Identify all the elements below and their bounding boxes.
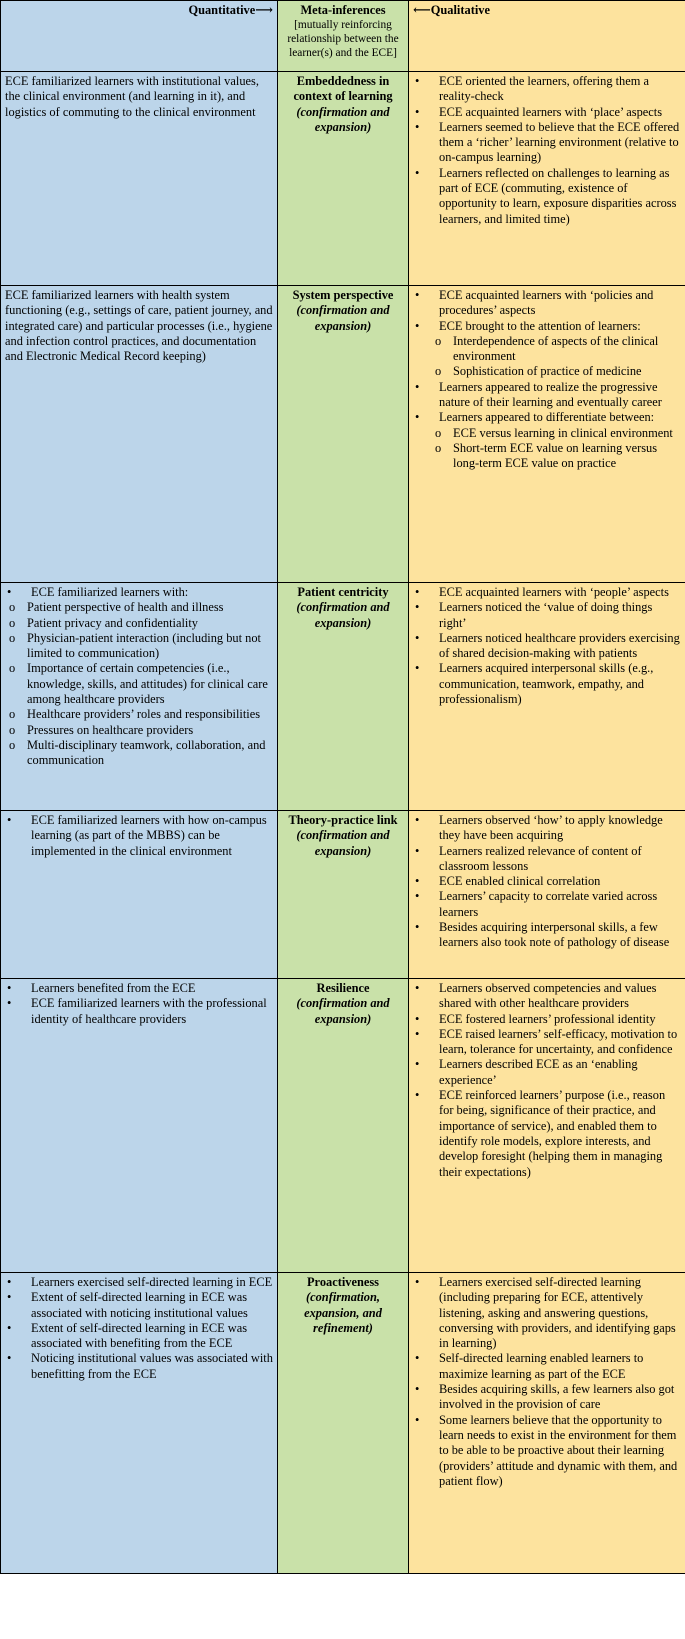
quantitative-text: ECE familiarized learners with health system functioning (e.g., settings of care, patient journey, and integrated care) and particular processes (i.e., hygiene and infection control practices, and documentation and Electronic Medical Record keeping) bbox=[5, 288, 273, 364]
meta-inference-cell bbox=[278, 583, 409, 811]
header-meta-title: Meta-inferences bbox=[300, 3, 386, 17]
qualitative-cell bbox=[409, 72, 685, 286]
list-item: • Learners noticed the ‘value of doing things right’ bbox=[413, 600, 681, 631]
header-meta-inferences bbox=[278, 1, 409, 72]
sub-list-item: o Interdependence of aspects of the clinical environment bbox=[431, 334, 681, 365]
list-item: • ECE familiarized learners with how on-campus learning (as part of the MBBS) can be implemented in the clinical environment bbox=[5, 813, 273, 859]
list-item bbox=[413, 410, 681, 471]
list-item: • Learners appeared to realize the progressive nature of their learning and eventually career bbox=[413, 380, 681, 411]
sub-list-item: o ECE versus learning in clinical environment bbox=[431, 426, 681, 441]
list-item: • Learners described ECE as an ‘enabling experience’ bbox=[413, 1057, 681, 1088]
list-item: • Some learners believe that the opportunity to learn needs to exist in the environment for them to be able to be proactive about their learning (providers’ attitude and dynamic with them, and patient flow) bbox=[413, 1413, 681, 1489]
qualitative-cell bbox=[409, 811, 685, 979]
table-row bbox=[1, 72, 685, 286]
meta-inference-cell bbox=[278, 1273, 409, 1574]
meta-inference-title: Embeddedness in context of learning bbox=[293, 74, 393, 104]
list-item: • ECE reinforced learners’ purpose (i.e., reason for being, significance of their practice, and importance of service), and enabled them to identify role models, explore interests, and develop foresight (helping them in managing their expectations) bbox=[413, 1088, 681, 1180]
sub-list-item: o Healthcare providers’ roles and responsibilities bbox=[5, 707, 273, 722]
meta-inference-title: System perspective bbox=[292, 288, 394, 302]
header-meta-subtitle: [mutually reinforcing relationship between the learner(s) and the ECE] bbox=[287, 19, 399, 60]
meta-inference-type: (confirmation and expansion) bbox=[296, 303, 390, 333]
list-item: • Extent of self-directed learning in ECE was associated with benefiting from the ECE bbox=[5, 1321, 273, 1352]
meta-inference-type: (confirmation and expansion) bbox=[296, 104, 390, 134]
table-row bbox=[1, 583, 685, 811]
sub-list-item: o Patient perspective of health and illness bbox=[5, 600, 273, 615]
list-item bbox=[5, 585, 273, 600]
table-row bbox=[1, 811, 685, 979]
meta-inference-title: Patient centricity bbox=[297, 585, 389, 599]
sub-list-item: o Physician-patient interaction (including but not limited to communication) bbox=[5, 631, 273, 662]
list-item: • ECE acquainted learners with ‘place’ aspects bbox=[413, 105, 681, 120]
list-item: • Learners observed ‘how’ to apply knowledge they have been acquiring bbox=[413, 813, 681, 844]
list-item: • ECE acquainted learners with ‘people’ aspects bbox=[413, 585, 681, 600]
list-item: • Learners benefited from the ECE bbox=[5, 981, 273, 996]
list-item: • Learners’ capacity to correlate varied across learners bbox=[413, 889, 681, 920]
meta-inference-cell bbox=[278, 72, 409, 286]
meta-inference-type: (confirmation and expansion) bbox=[296, 600, 390, 630]
list-item: • Learners observed competencies and values shared with other healthcare providers bbox=[413, 981, 681, 1012]
list-item: • Learners seemed to believe that the ECE offered them a ‘richer’ learning environment (relative to on-campus learning) bbox=[413, 120, 681, 166]
quantitative-cell bbox=[1, 583, 278, 811]
list-item-text: ECE familiarized learners with: bbox=[31, 585, 189, 599]
table-row bbox=[1, 979, 685, 1273]
table-row bbox=[1, 286, 685, 583]
meta-inference-title: Resilience bbox=[316, 981, 370, 995]
list-item: • Besides acquiring skills, a few learners also got involved in the provision of care bbox=[413, 1382, 681, 1413]
meta-inference-type: (confirmation, expansion, and refinement) bbox=[304, 1290, 382, 1335]
list-item: • Learners exercised self-directed learning (including preparing for ECE, attentively listening, asking and answering questions, conversing with providers, and identifying gaps in learning) bbox=[413, 1275, 681, 1351]
list-item: • Extent of self-directed learning in ECE was associated with noticing institutional values bbox=[5, 1290, 273, 1321]
list-item: • Self-directed learning enabled learners to maximize learning as part of the ECE bbox=[413, 1351, 681, 1382]
list-item: • ECE acquainted learners with ‘policies and procedures’ aspects bbox=[413, 288, 681, 319]
sub-list-item: o Importance of certain competencies (i.e., knowledge, skills, and attitudes) for clinical care among healthcare providers bbox=[5, 661, 273, 707]
list-item: • ECE enabled clinical correlation bbox=[413, 874, 681, 889]
table-row bbox=[1, 1273, 685, 1574]
meta-inference-type: (confirmation and expansion) bbox=[296, 828, 390, 858]
list-item: • Noticing institutional values was associated with benefitting from the ECE bbox=[5, 1351, 273, 1382]
header-quantitative: Quantitative⟶ bbox=[1, 1, 278, 72]
meta-inference-type: (confirmation and expansion) bbox=[296, 996, 390, 1026]
list-item: • ECE oriented the learners, offering them a reality-check bbox=[413, 74, 681, 105]
sub-list-item: o Sophistication of practice of medicine bbox=[431, 364, 681, 379]
meta-inference-title: Theory-practice link bbox=[288, 813, 398, 827]
list-item: • ECE familiarized learners with the professional identity of healthcare providers bbox=[5, 996, 273, 1027]
list-item: • Learners exercised self-directed learning in ECE bbox=[5, 1275, 273, 1290]
quantitative-cell bbox=[1, 811, 278, 979]
sub-list-item: o Short-term ECE value on learning versus long-term ECE value on practice bbox=[431, 441, 681, 472]
qualitative-cell bbox=[409, 583, 685, 811]
list-item: • ECE raised learners’ self-efficacy, motivation to learn, tolerance for uncertainty, and confidence bbox=[413, 1027, 681, 1058]
list-item: • Learners acquired interpersonal skills (e.g., communication, teamwork, empathy, and professionalism) bbox=[413, 661, 681, 707]
qualitative-cell bbox=[409, 1273, 685, 1574]
header-qualitative: ⟵Qualitative bbox=[409, 1, 685, 72]
list-item-text: ECE brought to the attention of learners: bbox=[439, 318, 641, 333]
sub-list-item: o Multi-disciplinary teamwork, collaboration, and communication bbox=[5, 738, 273, 769]
meta-inference-cell bbox=[278, 811, 409, 979]
meta-inference-title: Proactiveness bbox=[306, 1275, 380, 1289]
quantitative-cell bbox=[1, 1273, 278, 1574]
quantitative-cell bbox=[1, 72, 278, 286]
qualitative-cell bbox=[409, 286, 685, 583]
header-row bbox=[1, 1, 685, 72]
sub-list-item: o Pressures on healthcare providers bbox=[5, 723, 273, 738]
list-item: • ECE fostered learners’ professional identity bbox=[413, 1012, 681, 1027]
qualitative-cell bbox=[409, 979, 685, 1273]
quantitative-cell bbox=[1, 979, 278, 1273]
sub-list-item: o Patient privacy and confidentiality bbox=[5, 616, 273, 631]
meta-inference-cell bbox=[278, 979, 409, 1273]
meta-inference-cell bbox=[278, 286, 409, 583]
list-item: • Besides acquiring interpersonal skills, a few learners also took note of pathology of disease bbox=[413, 920, 681, 951]
quantitative-text: ECE familiarized learners with institutional values, the clinical environment (and learning in it), and logistics of commuting to the clinical environment bbox=[5, 74, 259, 119]
list-item-text: Learners appeared to differentiate between: bbox=[439, 410, 655, 425]
list-item: • Learners noticed healthcare providers exercising of shared decision-making with patients bbox=[413, 631, 681, 662]
quantitative-cell bbox=[1, 286, 278, 583]
list-item: • Learners reflected on challenges to learning as part of ECE (commuting, existence of opportunity to learn, exposure disparities across learners, and limited time) bbox=[413, 166, 681, 227]
list-item bbox=[413, 319, 681, 380]
list-item: • Learners realized relevance of content of classroom lessons bbox=[413, 844, 681, 875]
